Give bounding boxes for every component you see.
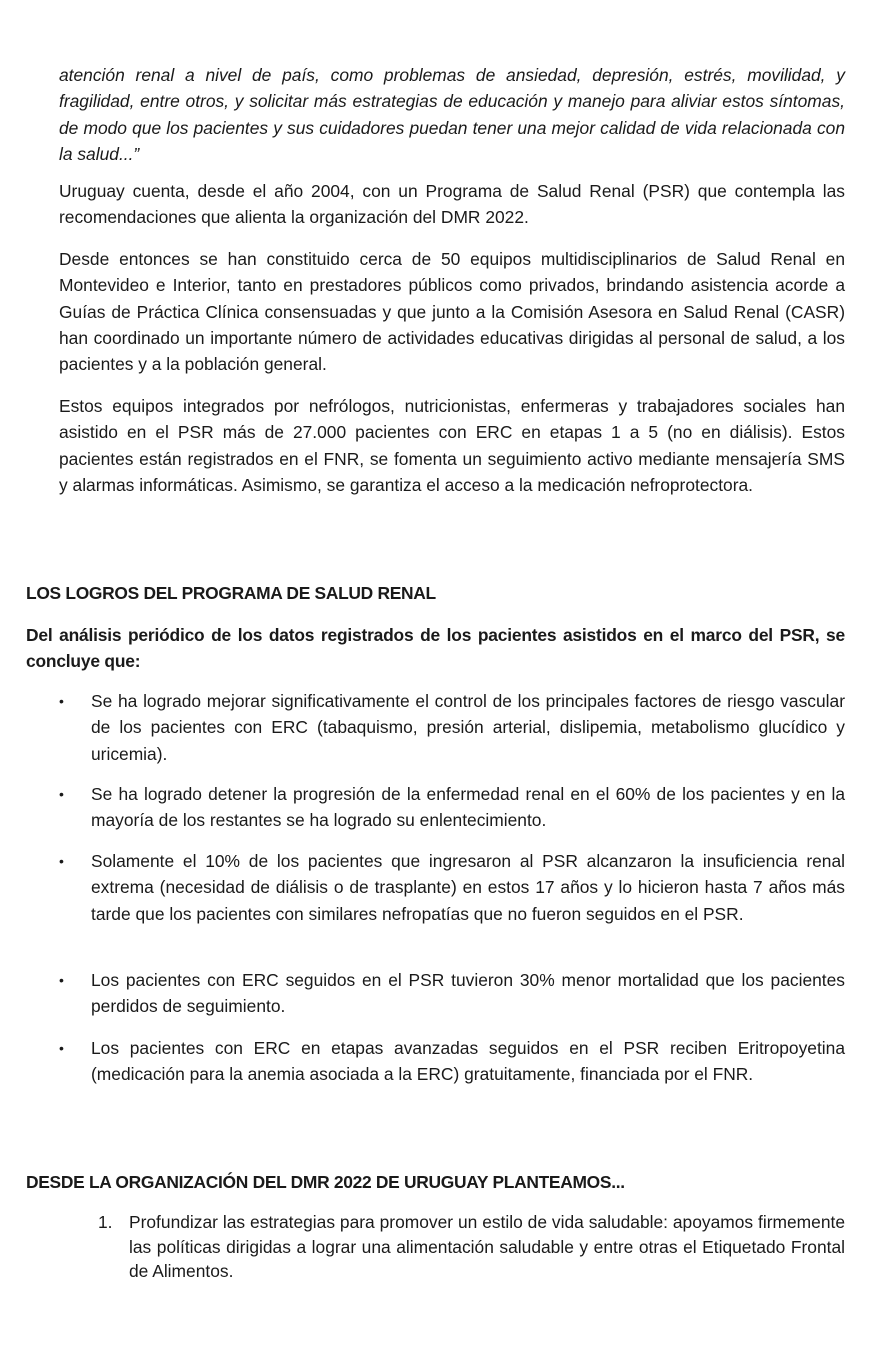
bullet-icon: • xyxy=(59,693,64,709)
list-item-text: Se ha logrado mejorar significativamente el control de los principales factores de riesgo vascular de los pacientes con ERC (tabaquismo, presión arterial, dislipemia, metabolismo glucídico y uricemia). xyxy=(91,691,845,764)
list-item xyxy=(59,967,845,1020)
list-item xyxy=(59,848,845,927)
list-number: 1. xyxy=(98,1212,113,1232)
quote-continuation: atención renal a nivel de país, como problemas de ansiedad, depresión, estrés, movilidad, y fragilidad, entre otros, y solicitar más estrategias de educación y manejo para aliviar estos síntomas, de modo que los pacientes y sus cuidadores puedan tener una mejor calidad de vida relacionada con la salud...” xyxy=(59,65,845,164)
list-item xyxy=(59,781,845,834)
numbered-list-item-text: Profundizar las estrategias para promover un estilo de vida saludable: apoyamos firmemente las políticas dirigidas a lograr una alimentación saludable y entre otras el Etiquetado Frontal de Alimentos. xyxy=(129,1212,845,1281)
paragraph-patients: Estos equipos integrados por nefrólogos, nutricionistas, enfermeras y trabajadores sociales han asistido en el PSR más de 27.000 pacientes con ERC en etapas 1 a 5 (no en diálisis). Estos pacientes están registrados en el FNR, se fomenta un seguimiento activo mediante mensajería SMS y alarmas informáticas. Asimismo, se garantiza el acceso a la medicación nefroprotectora. xyxy=(59,396,845,495)
paragraph-teams: Desde entonces se han constituido cerca de 50 equipos multidisciplinarios de Salud Renal en Montevideo e Interior, tanto en prestadores públicos como privados, brindando asistencia acorde a Guías de Práctica Clínica consensuadas y que junto a la Comisión Asesora en Salud Renal (CASR) han coordinado un importante número de actividades educativas dirigidas al personal de salud, a los pacientes y a la población general. xyxy=(59,249,845,375)
section-heading-proposals: DESDE LA ORGANIZACIÓN DEL DMR 2022 DE URUGUAY PLANTEAMOS... xyxy=(26,1172,625,1192)
bullet-icon: • xyxy=(59,786,64,802)
list-item xyxy=(59,688,845,767)
paragraph-psr-intro: Uruguay cuenta, desde el año 2004, con un Programa de Salud Renal (PSR) que contempla las recomendaciones que alienta la organización del DMR 2022. xyxy=(59,181,845,228)
list-item-text: Los pacientes con ERC seguidos en el PSR tuvieron 30% menor mortalidad que los pacientes perdidos de seguimiento. xyxy=(91,970,845,1017)
bullet-icon: • xyxy=(59,972,64,988)
section-lead-text: Del análisis periódico de los datos registrados de los pacientes asistidos en el marco del PSR, se concluye que: xyxy=(26,625,845,672)
list-item-text: Se ha logrado detener la progresión de la enfermedad renal en el 60% de los pacientes y en la mayoría de los restantes se ha logrado su enlentecimiento. xyxy=(91,784,845,831)
numbered-list-item xyxy=(98,1210,845,1284)
section-heading-achievements: LOS LOGROS DEL PROGRAMA DE SALUD RENAL xyxy=(26,583,436,603)
bullet-icon: • xyxy=(59,1040,64,1056)
list-item-text: Los pacientes con ERC en etapas avanzadas seguidos en el PSR reciben Eritropoyetina (medicación para la anemia asociada a la ERC) gratuitamente, financiada por el FNR. xyxy=(91,1038,845,1085)
list-item xyxy=(59,1035,845,1088)
bullet-icon: • xyxy=(59,853,64,869)
list-item-text: Solamente el 10% de los pacientes que ingresaron al PSR alcanzaron la insuficiencia renal extrema (necesidad de diálisis o de trasplante) en estos 17 años y lo hicieron hasta 7 años más tarde que los pacientes con similares nefropatías que no fueron seguidos en el PSR. xyxy=(91,851,845,924)
